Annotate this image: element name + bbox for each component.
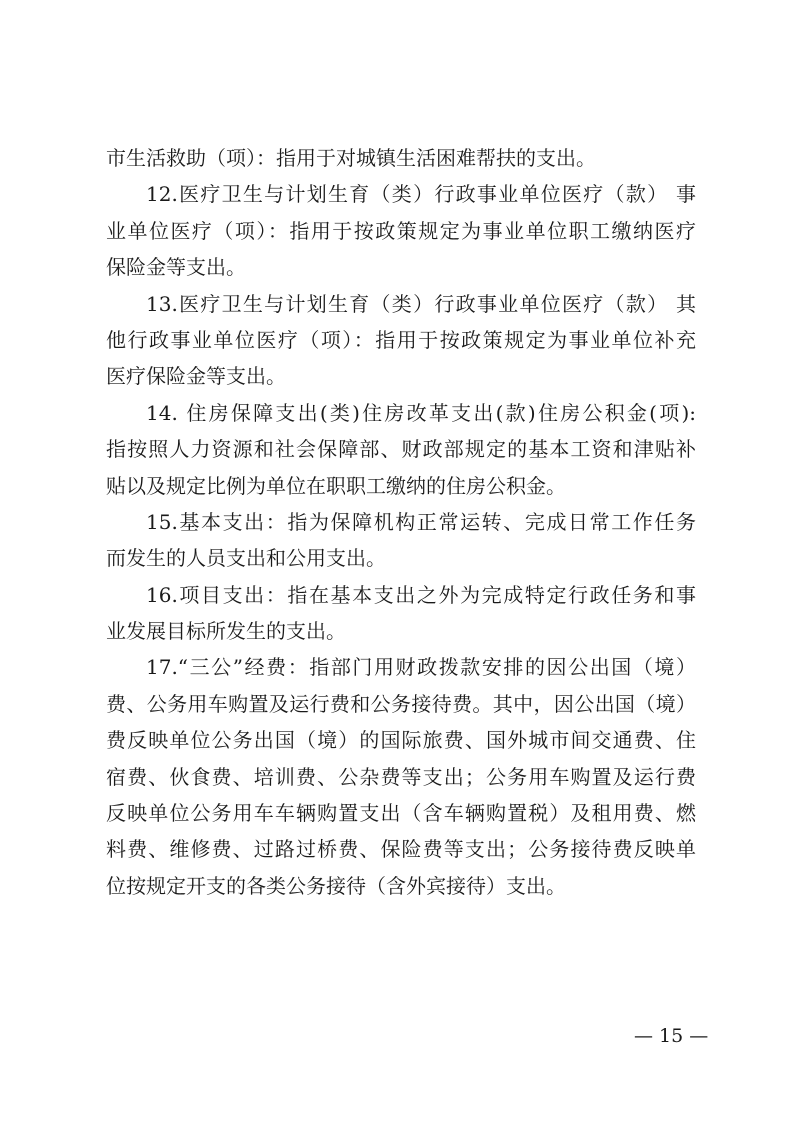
text-line: 15.基本支出：指为保障机构正常运转、完成日常工作任务 (146, 509, 696, 534)
text-line: 14. 住房保障支出(类)住房改革支出(款)住房公积金(项): (146, 400, 696, 425)
text-line: 12.医疗卫生与计划生育（类）行政事业单位医疗（款） 事 (146, 182, 696, 207)
text-line: 宿费、伙食费、培训费、公杂费等支出；公务用车购置及运行费 (106, 764, 696, 789)
text-line: 16.项目支出：指在基本支出之外为完成特定行政任务和事 (146, 582, 696, 607)
text-line: 指按照人力资源和社会保障部、财政部规定的基本工资和津贴补 (106, 437, 696, 462)
text-line: 费反映单位公务出国（境）的国际旅费、国外城市间交通费、住 (106, 728, 696, 753)
text-line: 他行政事业单位医疗（项）：指用于按政策规定为事业单位补充 (106, 327, 696, 352)
text-line: 医疗保险金等支出。 (106, 364, 286, 389)
text-line: 业单位医疗（项）：指用于按政策规定为事业单位职工缴纳医疗 (106, 218, 696, 243)
text-line: 市生活救助（项）：指用于对城镇生活困难帮扶的支出。 (106, 146, 596, 170)
text-line: 13.医疗卫生与计划生育（类）行政事业单位医疗（款） 其 (146, 291, 696, 316)
text-line: 而发生的人员支出和公用支出。 (106, 546, 386, 571)
text-line: 费、公务用车购置及运行费和公务接待费。其中，因公出国（境） (106, 691, 696, 716)
text-line: 反映单位公务用车车辆购置支出（含车辆购置税）及租用费、燃 (106, 801, 696, 826)
text-line: 17.“三公”经费：指部门用财政拨款安排的因公出国（境） (146, 655, 696, 680)
page-number: — 15 — (634, 1025, 709, 1047)
document-body (106, 140, 696, 904)
text-line: 保险金等支出。 (106, 255, 246, 280)
text-line: 业发展目标所发生的支出。 (106, 619, 346, 644)
text-line: 贴以及规定比例为单位在职职工缴纳的住房公积金。 (106, 473, 566, 498)
text-line: 位按规定开支的各类公务接待（含外宾接待）支出。 (106, 873, 566, 898)
text-line: 料费、维修费、过路过桥费、保险费等支出；公务接待费反映单 (106, 837, 696, 862)
